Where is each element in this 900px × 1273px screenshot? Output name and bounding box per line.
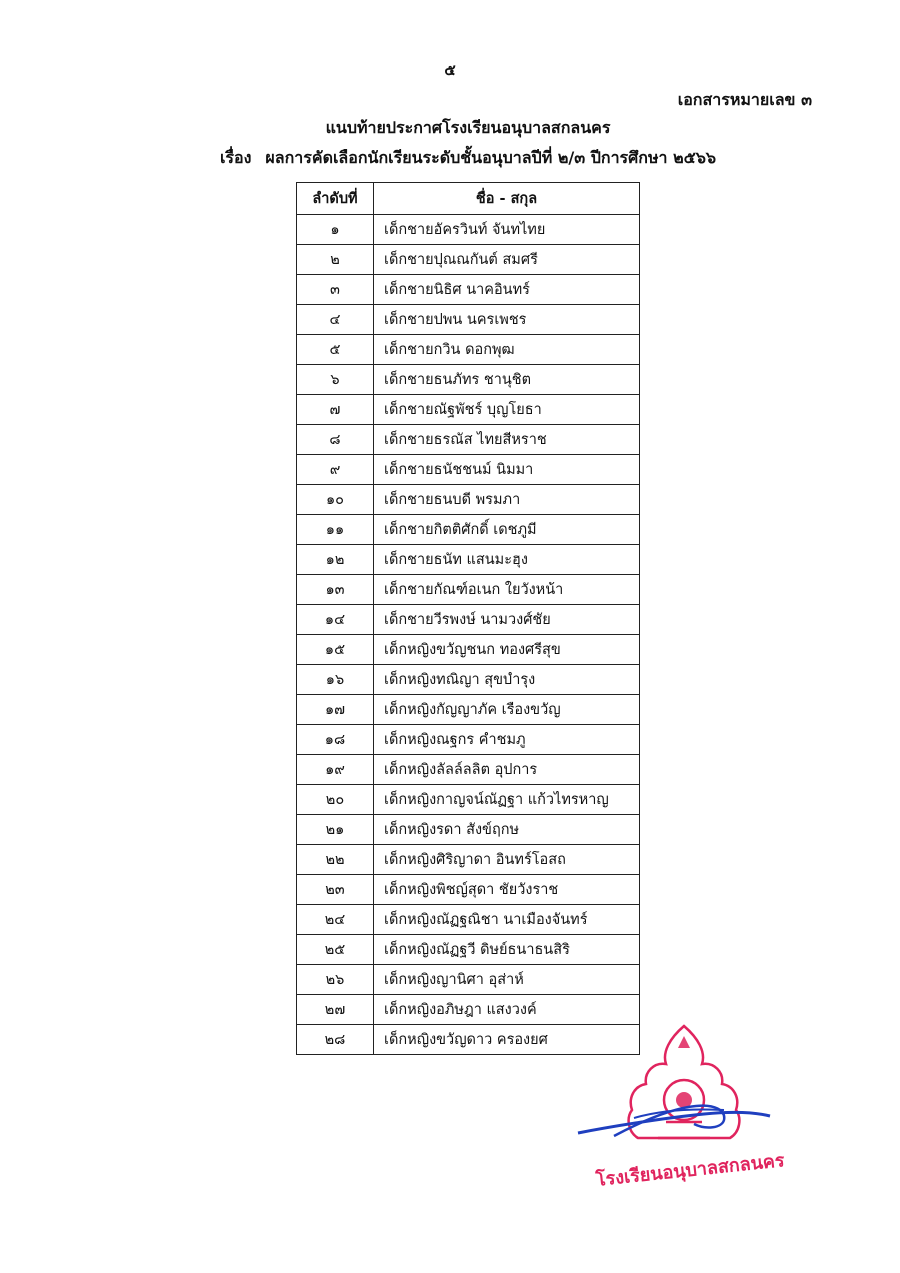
table-row: [297, 815, 640, 845]
table-row: [297, 935, 640, 965]
table-row: [297, 665, 640, 695]
table-row: [297, 605, 640, 635]
table-row: [297, 875, 640, 905]
row-student-name: เด็กหญิงพิชญ์สุดา ชัยวังราช: [374, 875, 640, 905]
table-row: [297, 425, 640, 455]
row-student-name: เด็กหญิงญานิศา อุส่าห์: [374, 965, 640, 995]
table-row: [297, 635, 640, 665]
row-student-name: เด็กหญิงณฐกร คำชมภู: [374, 725, 640, 755]
table-row: [297, 545, 640, 575]
row-student-name: เด็กชายนิธิศ นาคอินทร์: [374, 275, 640, 305]
document-subject: [0, 146, 900, 171]
seal-text: โรงเรียนอนุบาลสกลนคร: [594, 1150, 786, 1191]
row-student-name: เด็กหญิงกัญญาภัค เรืองขวัญ: [374, 695, 640, 725]
table-row: [297, 485, 640, 515]
row-student-name: เด็กชายปพน นครเพชร: [374, 305, 640, 335]
row-order-number: ๑๘: [297, 725, 374, 755]
header-name: ชื่อ - สกุล: [374, 183, 640, 215]
document-reference: เอกสารหมายเลข ๓: [677, 90, 812, 109]
row-order-number: ๑๒: [297, 545, 374, 575]
header-order: ลำดับที่: [297, 183, 374, 215]
row-order-number: ๙: [297, 455, 374, 485]
document-title: แนบท้ายประกาศโรงเรียนอนุบาลสกลนคร: [325, 118, 611, 137]
table-row: [297, 245, 640, 275]
row-order-number: ๒๐: [297, 785, 374, 815]
table-row: [297, 305, 640, 335]
row-order-number: ๑๙: [297, 755, 374, 785]
row-order-number: ๒๕: [297, 935, 374, 965]
row-student-name: เด็กชายปุณณกันต์ สมศรี: [374, 245, 640, 275]
row-order-number: ๒๘: [297, 1025, 374, 1055]
row-order-number: ๒๖: [297, 965, 374, 995]
subject-label: เรื่อง: [219, 148, 252, 167]
row-student-name: เด็กชายอัครวินท์ จันทไทย: [374, 215, 640, 245]
table-row: [297, 845, 640, 875]
row-order-number: ๓: [297, 275, 374, 305]
row-order-number: ๑๗: [297, 695, 374, 725]
row-order-number: ๘: [297, 425, 374, 455]
table-header-row: [297, 183, 640, 215]
row-student-name: เด็กชายธนภัทร ชานุชิต: [374, 365, 640, 395]
row-order-number: ๒๑: [297, 815, 374, 845]
table-row: [297, 455, 640, 485]
row-student-name: เด็กชายกวิน ดอกพุฒ: [374, 335, 640, 365]
row-student-name: เด็กชายณัฐพัชร์ บุญโยธา: [374, 395, 640, 425]
subject-text: ผลการคัดเลือกนักเรียนระดับชั้นอนุบาลปีที่ ๒/๓ ปีการศึกษา ๒๕๖๖: [265, 148, 717, 167]
row-student-name: เด็กหญิงขวัญชนก ทองศรีสุข: [374, 635, 640, 665]
table-row: [297, 335, 640, 365]
row-order-number: ๑๑: [297, 515, 374, 545]
row-student-name: เด็กหญิงกาญจน์ณัฏฐา แก้วไทรหาญ: [374, 785, 640, 815]
row-student-name: เด็กชายธนบดี พรมภา: [374, 485, 640, 515]
table-row: [297, 905, 640, 935]
table-row: [297, 215, 640, 245]
row-order-number: ๑๖: [297, 665, 374, 695]
row-order-number: ๔: [297, 305, 374, 335]
row-order-number: ๕: [297, 335, 374, 365]
row-student-name: เด็กชายธนัชชนม์ นิมมา: [374, 455, 640, 485]
row-student-name: เด็กหญิงขวัญดาว ครองยศ: [374, 1025, 640, 1055]
row-student-name: เด็กชายกิตติศักดิ์ เดชภูมี: [374, 515, 640, 545]
row-order-number: ๑๔: [297, 605, 374, 635]
results-table: [296, 182, 640, 1055]
table-row: [297, 965, 640, 995]
row-student-name: เด็กหญิงรดา สังข์ฤกษ: [374, 815, 640, 845]
row-student-name: เด็กชายวีรพงษ์ นามวงศ์ชัย: [374, 605, 640, 635]
row-order-number: ๑๐: [297, 485, 374, 515]
table-row: [297, 365, 640, 395]
school-seal: [574, 1018, 794, 1198]
row-student-name: เด็กหญิงทณิญา สุขบำรุง: [374, 665, 640, 695]
row-order-number: ๒๒: [297, 845, 374, 875]
table-row: [297, 575, 640, 605]
row-order-number: ๒๔: [297, 905, 374, 935]
table-row: [297, 785, 640, 815]
row-student-name: เด็กชายกัณฑ์อเนก ใยวังหน้า: [374, 575, 640, 605]
table-row: [297, 395, 640, 425]
row-student-name: เด็กชายธรณัส ไทยสีหราช: [374, 425, 640, 455]
row-order-number: ๒: [297, 245, 374, 275]
page-number: ๕: [444, 61, 456, 79]
row-order-number: ๑๓: [297, 575, 374, 605]
table-row: [297, 755, 640, 785]
row-student-name: เด็กหญิงอภิษฎา แสงวงค์: [374, 995, 640, 1025]
row-order-number: ๒๓: [297, 875, 374, 905]
row-order-number: ๑๕: [297, 635, 374, 665]
row-student-name: เด็กหญิงณัฏฐณิชา นาเมืองจันทร์: [374, 905, 640, 935]
row-order-number: ๒๗: [297, 995, 374, 1025]
table-body: [297, 215, 640, 1055]
row-student-name: เด็กชายธนัท แสนมะฮุง: [374, 545, 640, 575]
table-row: [297, 695, 640, 725]
table-row: [297, 515, 640, 545]
row-order-number: ๑: [297, 215, 374, 245]
row-student-name: เด็กหญิงลัลล์ลลิต อุปการ: [374, 755, 640, 785]
table-row: [297, 275, 640, 305]
table-row: [297, 725, 640, 755]
row-student-name: เด็กหญิงณัฏฐวี ดิษย์ธนาธนสิริ: [374, 935, 640, 965]
row-order-number: ๗: [297, 395, 374, 425]
row-student-name: เด็กหญิงศิริญาดา อินทร์โอสถ: [374, 845, 640, 875]
row-order-number: ๖: [297, 365, 374, 395]
